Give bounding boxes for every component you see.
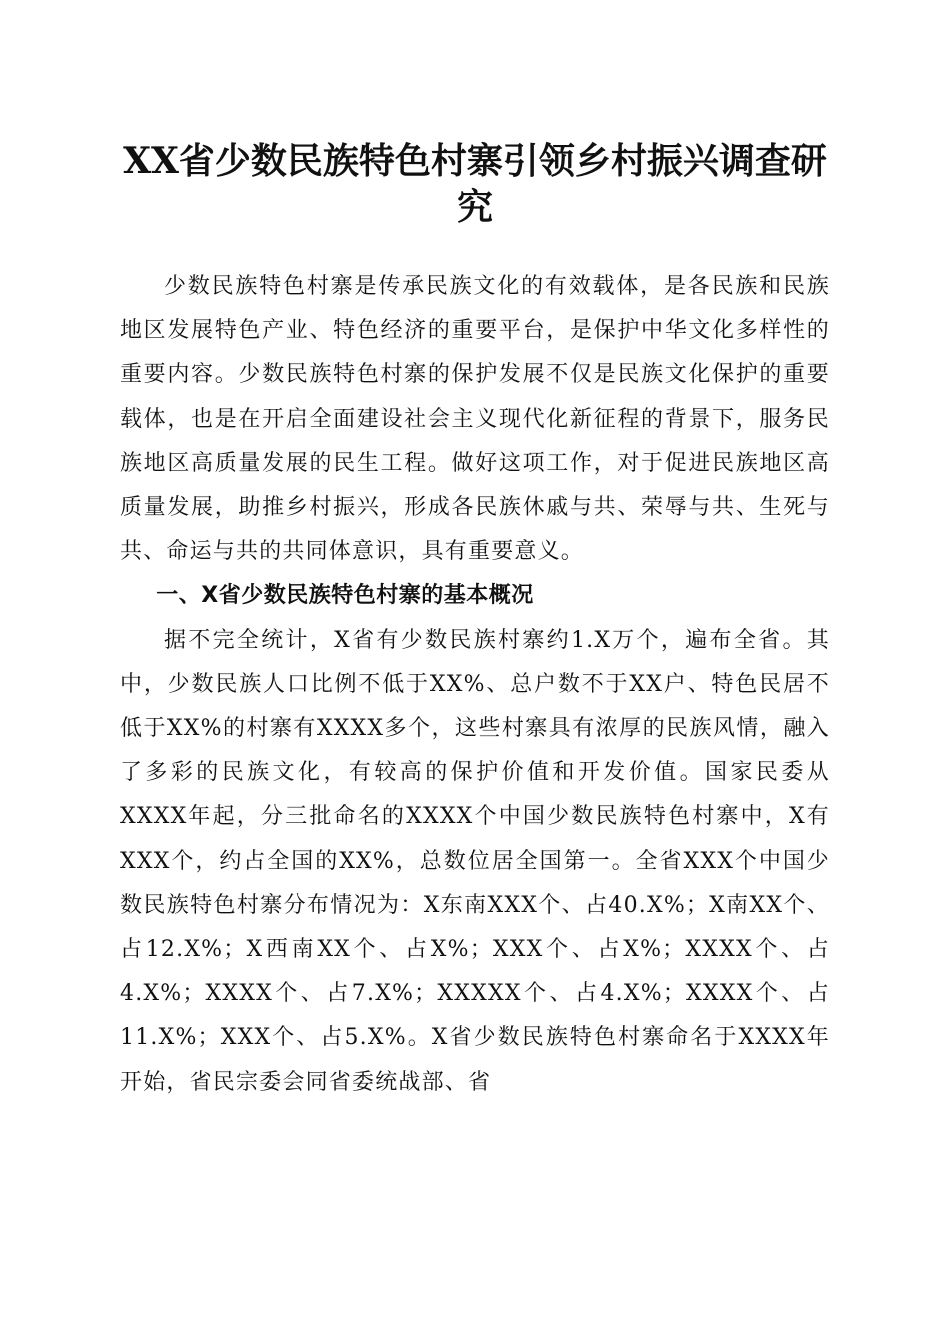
intro-paragraph: 少数民族特色村寨是传承民族文化的有效载体，是各民族和民族地区发展特色产业、特色经济的重要平台，是保护中华文化多样性的重要内容。少数民族特色村寨的保护发展不仅是民族文化保护的重要载体，也是在开启全面建设社会主义现代化新征程的背景下，服务民族地区高质量发展的民生工程。做好这项工作，对于促进民族地区高质量发展，助推乡村振兴，形成各民族休戚与共、荣辱与共、生死与共、命运与共的共同体意识，具有重要意义。 (120, 274, 830, 565)
section-heading-1: 一、X省少数民族特色村寨的基本概况 (156, 583, 534, 609)
document-body (120, 265, 830, 1105)
section-1-paragraph: 据不完全统计，X省有少数民族村寨约1.X万个，遍布全省。其中，少数民族人口比例不低于XX%、总户数不于XX户、特色民居不低于XX%的村寨有XXXX多个，这些村寨具有浓厚的民族风情，融入了多彩的民族文化，有较高的保护价值和开发价值。国家民委从XXXX年起，分三批命名的XXXX个中国少数民族特色村寨中，X有XXX个，约占全国的XX%，总数位居全国第一。全省XXX个中国少数民族特色村寨分布情况为：X东南XXX个、占40.X%；X南XX个、占12.X%；X西南XX个、占X%；XXX个、占X%；XXXX个、占4.X%；XXXX个、占7.X%；XXXXX个、占4.X%；XXXX个、占11.X%；XXX个、占5.X%。X省少数民族特色村寨命名于XXXX年开始，省民宗委会同省委统战部、省 (120, 627, 830, 1095)
document-title: XX省少数民族特色村寨引领乡村振兴调查研究 (123, 140, 827, 228)
